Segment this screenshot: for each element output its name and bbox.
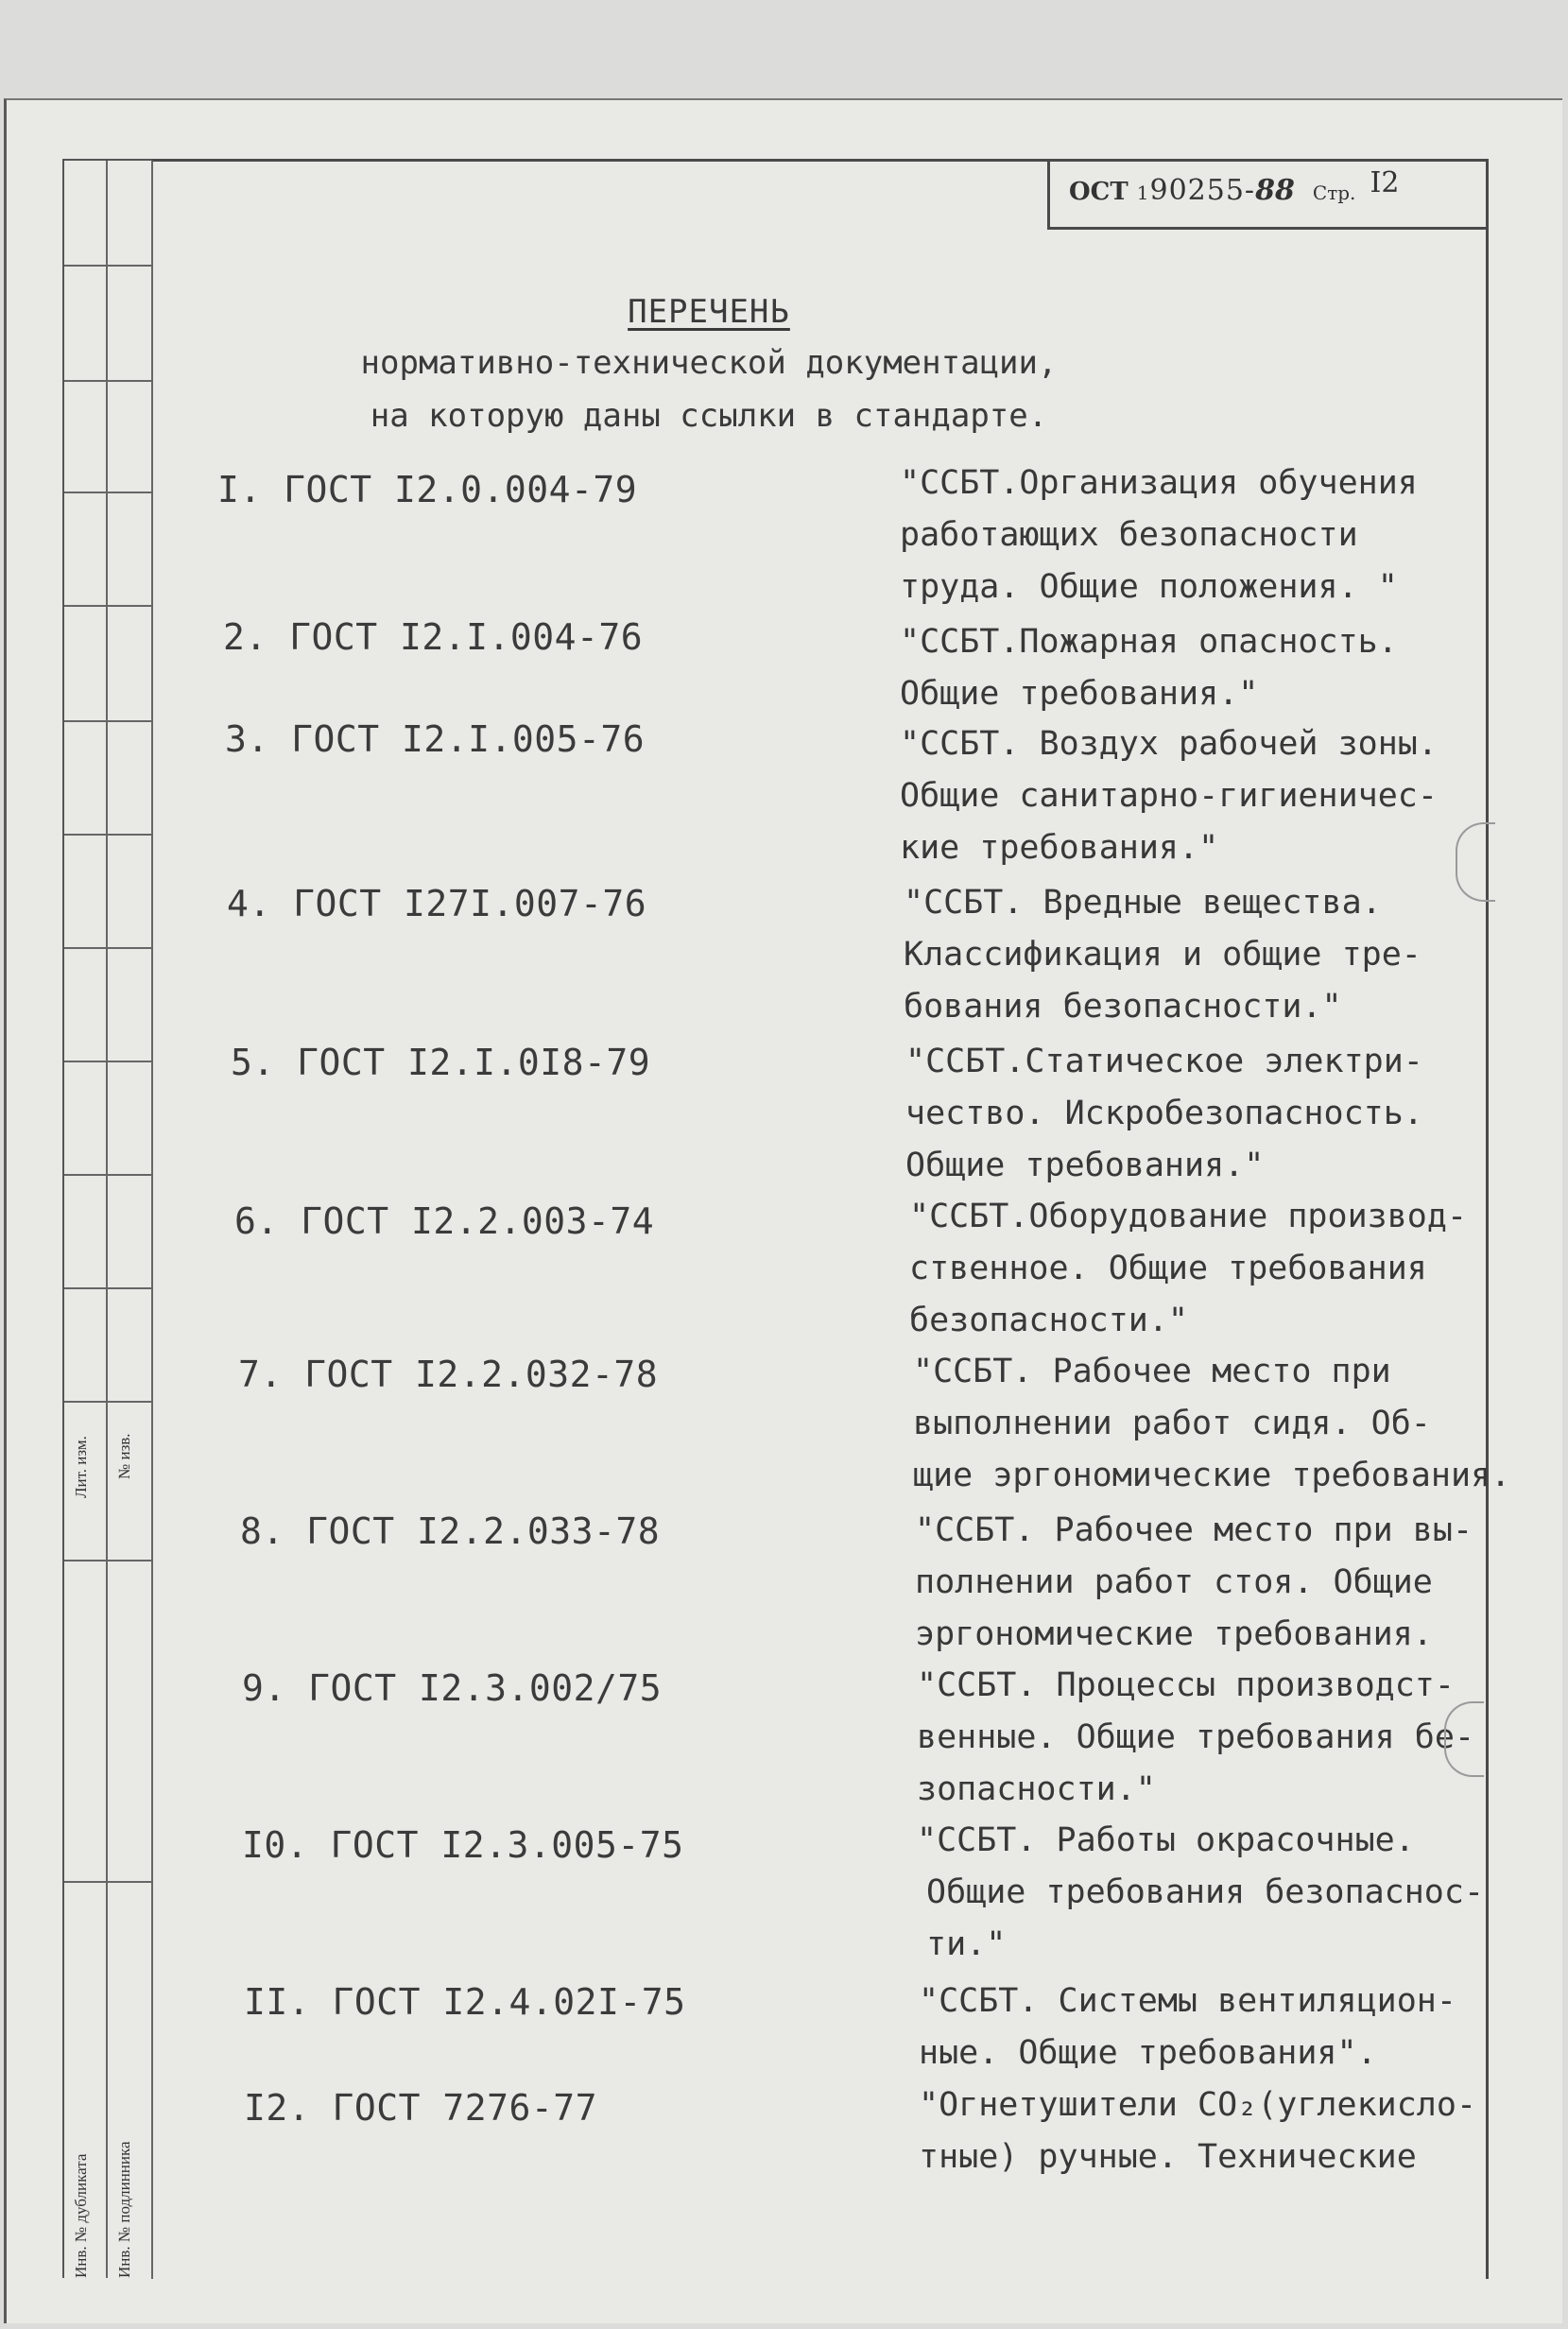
entry-desc-line: Общие требования." (900, 675, 1259, 713)
entry-desc-line: щие эргономические требования. (913, 1457, 1511, 1494)
entry-desc-line: "ССБТ.Организация обучения (900, 464, 1418, 502)
strip-cell-line (64, 1061, 153, 1062)
document-header-stamp (1047, 159, 1487, 230)
entry-desc-line: бования безопасности." (904, 988, 1342, 1026)
entry-description (915, 1505, 1501, 1661)
ost-designation (1069, 166, 1400, 207)
page-number: I2 (1370, 166, 1400, 199)
entry-desc-line: Классификация и общие тре- (904, 936, 1422, 974)
entry-description (905, 1036, 1491, 1192)
entry-standard: II. ГОСТ I2.4.02I-75 (244, 1981, 686, 2023)
entry-standard: 5. ГОСТ I2.I.0I8-79 (231, 1042, 651, 1083)
page-label: Стр. (1312, 181, 1356, 204)
entry-standard: 3. ГОСТ I2.I.005-76 (225, 718, 646, 760)
strip-cell-line (64, 1287, 153, 1289)
entry-description (904, 877, 1490, 1033)
binder-hole-mark (1456, 822, 1495, 902)
strip-cell-line (64, 720, 153, 722)
entry-standard: 8. ГОСТ I2.2.033-78 (240, 1510, 661, 1552)
inv-podlinnika-label: Инв. № подлинника (115, 2141, 133, 2278)
entry-desc-line: "ССБТ. Работы окрасочные. (917, 1821, 1415, 1859)
entry-description (900, 457, 1486, 613)
entry-desc-line: чество. Искробезопасность. (905, 1095, 1423, 1132)
entry-desc-line: "ССБТ. Рабочее место при вы- (915, 1511, 1473, 1549)
entry-desc-line: "ССБТ.Пожарная опасность. (900, 623, 1398, 661)
entry-standard: I2. ГОСТ 7276-77 (244, 2087, 598, 2129)
entry-standard: 2. ГОСТ I2.I.004-76 (223, 616, 644, 658)
inv-dublikata-label: Инв. № дубликата (72, 2153, 90, 2278)
entry-description (913, 1346, 1511, 1502)
entry-desc-line: зопасности." (917, 1770, 1156, 1808)
binder-hole-mark (1444, 1701, 1484, 1777)
strip-cell-line (64, 605, 153, 607)
entry-desc-line: Общие требования безопаснос- (926, 1873, 1485, 1911)
doc-prefix: 1 (1136, 181, 1150, 204)
entry-desc-line: полнении работ стоя. Общие (915, 1563, 1433, 1601)
strip-cell-line (64, 1174, 153, 1176)
entry-desc-line: "ССБТ. Системы вентиляцион- (919, 1982, 1456, 2020)
entry-desc-line: ственное. Общие требования (909, 1250, 1427, 1287)
margin-stamp-strip (62, 159, 153, 2278)
strip-cell-line (64, 947, 153, 949)
entry-desc-line: Общие требования." (905, 1147, 1265, 1184)
entry-desc-line: безопасности." (909, 1302, 1189, 1339)
entry-standard: I0. ГОСТ I2.3.005-75 (242, 1824, 684, 1866)
entry-desc-line: эргономические требования. (915, 1615, 1433, 1653)
entry-standard: 4. ГОСТ I27I.007-76 (227, 883, 647, 924)
strip-cell-line (64, 492, 153, 493)
entry-description (900, 718, 1486, 874)
entry-desc-line: "Огнетушители CO₂(углекисло- (919, 2086, 1477, 2124)
strip-divider (106, 161, 108, 2278)
entry-standard: 7. ГОСТ I2.2.032-78 (238, 1354, 659, 1395)
strip-cell-line (64, 1401, 153, 1403)
entry-desc-line: Общие санитарно-гигиеничес- (900, 777, 1438, 815)
entry-desc-line: "ССБТ. Рабочее место при (913, 1353, 1391, 1390)
entry-description (917, 1815, 1503, 1971)
entry-desc-line: "ССБТ. Воздух рабочей зоны. (900, 725, 1438, 763)
entry-description (919, 2079, 1505, 2183)
lit-izm-label: Лит. изм. (72, 1436, 90, 1498)
entry-desc-line: ти." (926, 1925, 1007, 1963)
entry-standard: I. ГОСТ I2.0.004-79 (217, 469, 638, 510)
entry-desc-line: "ССБТ. Процессы производст- (917, 1666, 1455, 1704)
entry-desc-line: "ССБТ. Вредные вещества. (904, 884, 1382, 922)
entry-desc-line: "ССБТ.Оборудование производ- (909, 1198, 1468, 1235)
strip-cell-line (64, 1560, 153, 1561)
entry-standard: 9. ГОСТ I2.3.002/75 (242, 1667, 663, 1709)
entry-description (909, 1191, 1495, 1347)
entry-desc-line: тные) ручные. Технические (919, 2138, 1417, 2176)
ost-label: ОСТ (1069, 178, 1129, 206)
entry-desc-line: венные. Общие требования бе- (917, 1718, 1475, 1756)
strip-cell-line (64, 380, 153, 382)
strip-cell-line (64, 1881, 153, 1883)
entry-standard: 6. ГОСТ I2.2.003-74 (234, 1200, 655, 1242)
entry-desc-line: "ССБТ.Статическое электри- (905, 1043, 1423, 1080)
strip-cell-line (64, 834, 153, 836)
entry-desc-line: работающих безопасности (900, 516, 1358, 554)
strip-cell-line (64, 265, 153, 267)
entry-desc-line: ные. Общие требования". (919, 2034, 1377, 2072)
entry-desc-line: труда. Общие положения. " (900, 568, 1398, 606)
entry-desc-line: кие требования." (900, 829, 1219, 867)
entry-description (917, 1660, 1503, 1816)
document-subtitle-line2: на которую даны ссылки в стандарте. (370, 397, 1048, 435)
doc-number: 90255- (1149, 174, 1256, 207)
document-title: ПЕРЕЧЕНЬ (628, 293, 790, 331)
doc-year-handwritten: 88 (1255, 174, 1295, 207)
entry-description (900, 616, 1486, 720)
entry-description (919, 1975, 1505, 2079)
entry-desc-line: выполнении работ сидя. Об- (913, 1405, 1431, 1442)
no-izv-label: № изв. (115, 1433, 133, 1479)
document-subtitle-line1: нормативно-технической документации, (360, 344, 1058, 382)
